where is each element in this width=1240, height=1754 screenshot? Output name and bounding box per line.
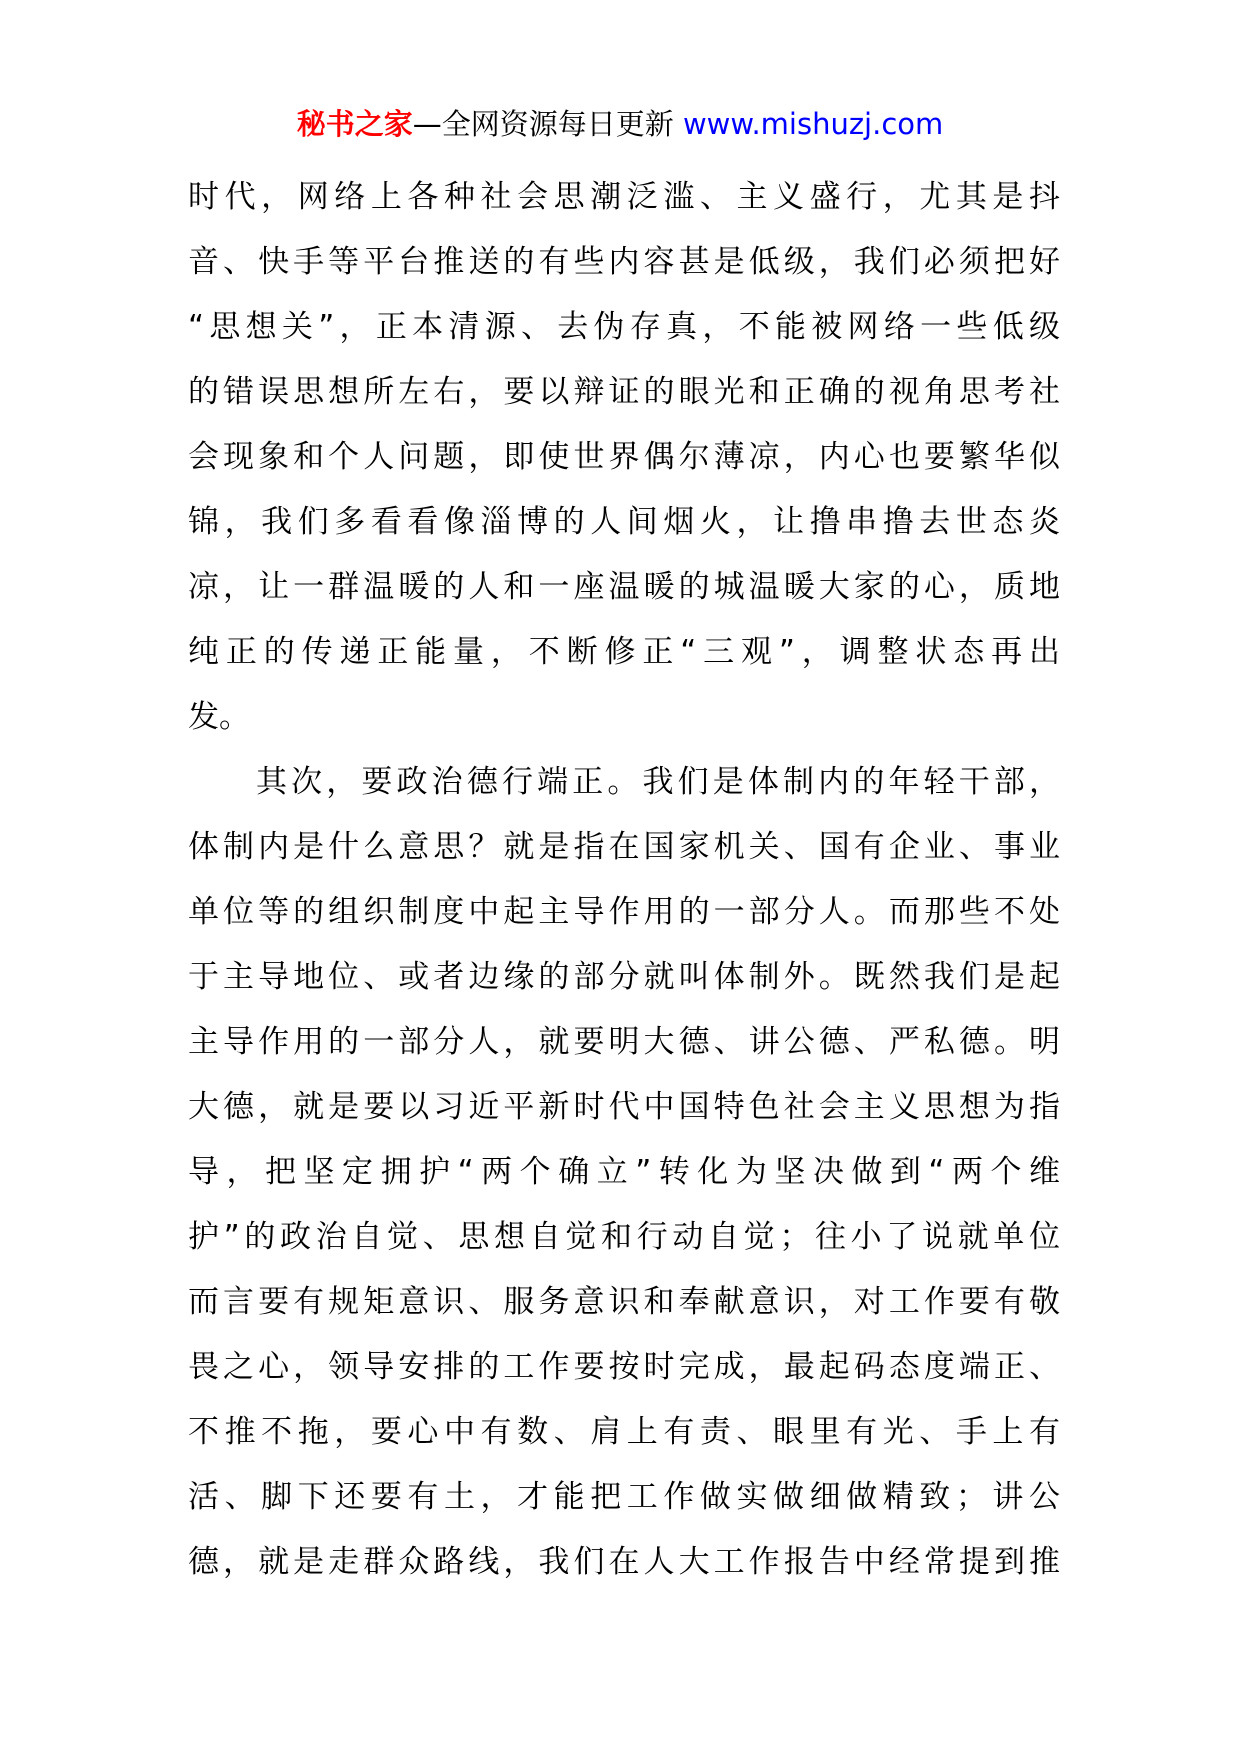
text-line: 的错误思想所左右，要以辩证的眼光和正确的视角思考社: [188, 374, 1060, 410]
text-line: 锦，我们多看看像淄博的人间烟火，让撸串撸去世态炎: [188, 504, 1060, 540]
text-line: 纯正的传递正能量，不断修正“三观”，调整状态再出: [188, 634, 1060, 670]
text-line: 音、快手等平台推送的有些内容甚是低级，我们必须把好: [188, 244, 1060, 280]
header-slogan: —全网资源每日更新: [412, 107, 683, 141]
text-line: 凉，让一群温暖的人和一座温暖的城温暖大家的心，质地: [188, 569, 1060, 605]
body-text: [188, 165, 1060, 1595]
text-line: 活、脚下还要有土，才能把工作做实做细做精致；讲公: [188, 1479, 1060, 1515]
text-line: 发。: [188, 699, 250, 735]
text-line: 大德，就是要以习近平新时代中国特色社会主义思想为指: [188, 1089, 1060, 1125]
text-line: 德，就是走群众路线，我们在人大工作报告中经常提到推: [188, 1544, 1060, 1580]
text-line: 于主导地位、或者边缘的部分就叫体制外。既然我们是起: [188, 959, 1060, 995]
text-line: 而言要有规矩意识、服务意识和奉献意识，对工作要有敬: [188, 1284, 1060, 1320]
text-line: 体制内是什么意思？就是指在国家机关、国有企业、事业: [188, 829, 1060, 865]
header-brand: 秘书之家: [296, 107, 413, 141]
header-url-link[interactable]: www.mishuzj.com: [682, 107, 944, 141]
text-line: 不推不拖，要心中有数、肩上有责、眼里有光、手上有: [188, 1414, 1060, 1450]
text-line: 会现象和个人问题，即使世界偶尔薄凉，内心也要繁华似: [188, 439, 1060, 475]
paragraph-start-line: 其次，要政治德行端正。我们是体制内的年轻干部，: [256, 764, 1060, 800]
text-line: 护”的政治自觉、思想自觉和行动自觉；往小了说就单位: [188, 1219, 1060, 1255]
text-line: 导，把坚定拥护“两个确立”转化为坚决做到“两个维: [188, 1154, 1060, 1190]
text-line: “思想关”，正本清源、去伪存真，不能被网络一些低级: [188, 309, 1060, 345]
text-line: 畏之心，领导安排的工作要按时完成，最起码态度端正、: [188, 1349, 1060, 1385]
page-header: [0, 104, 1240, 144]
text-line: 主导作用的一部分人，就要明大德、讲公德、严私德。明: [188, 1024, 1060, 1060]
text-line: 时代，网络上各种社会思潮泛滥、主义盛行，尤其是抖: [188, 179, 1060, 215]
text-line: 单位等的组织制度中起主导作用的一部分人。而那些不处: [188, 894, 1060, 930]
